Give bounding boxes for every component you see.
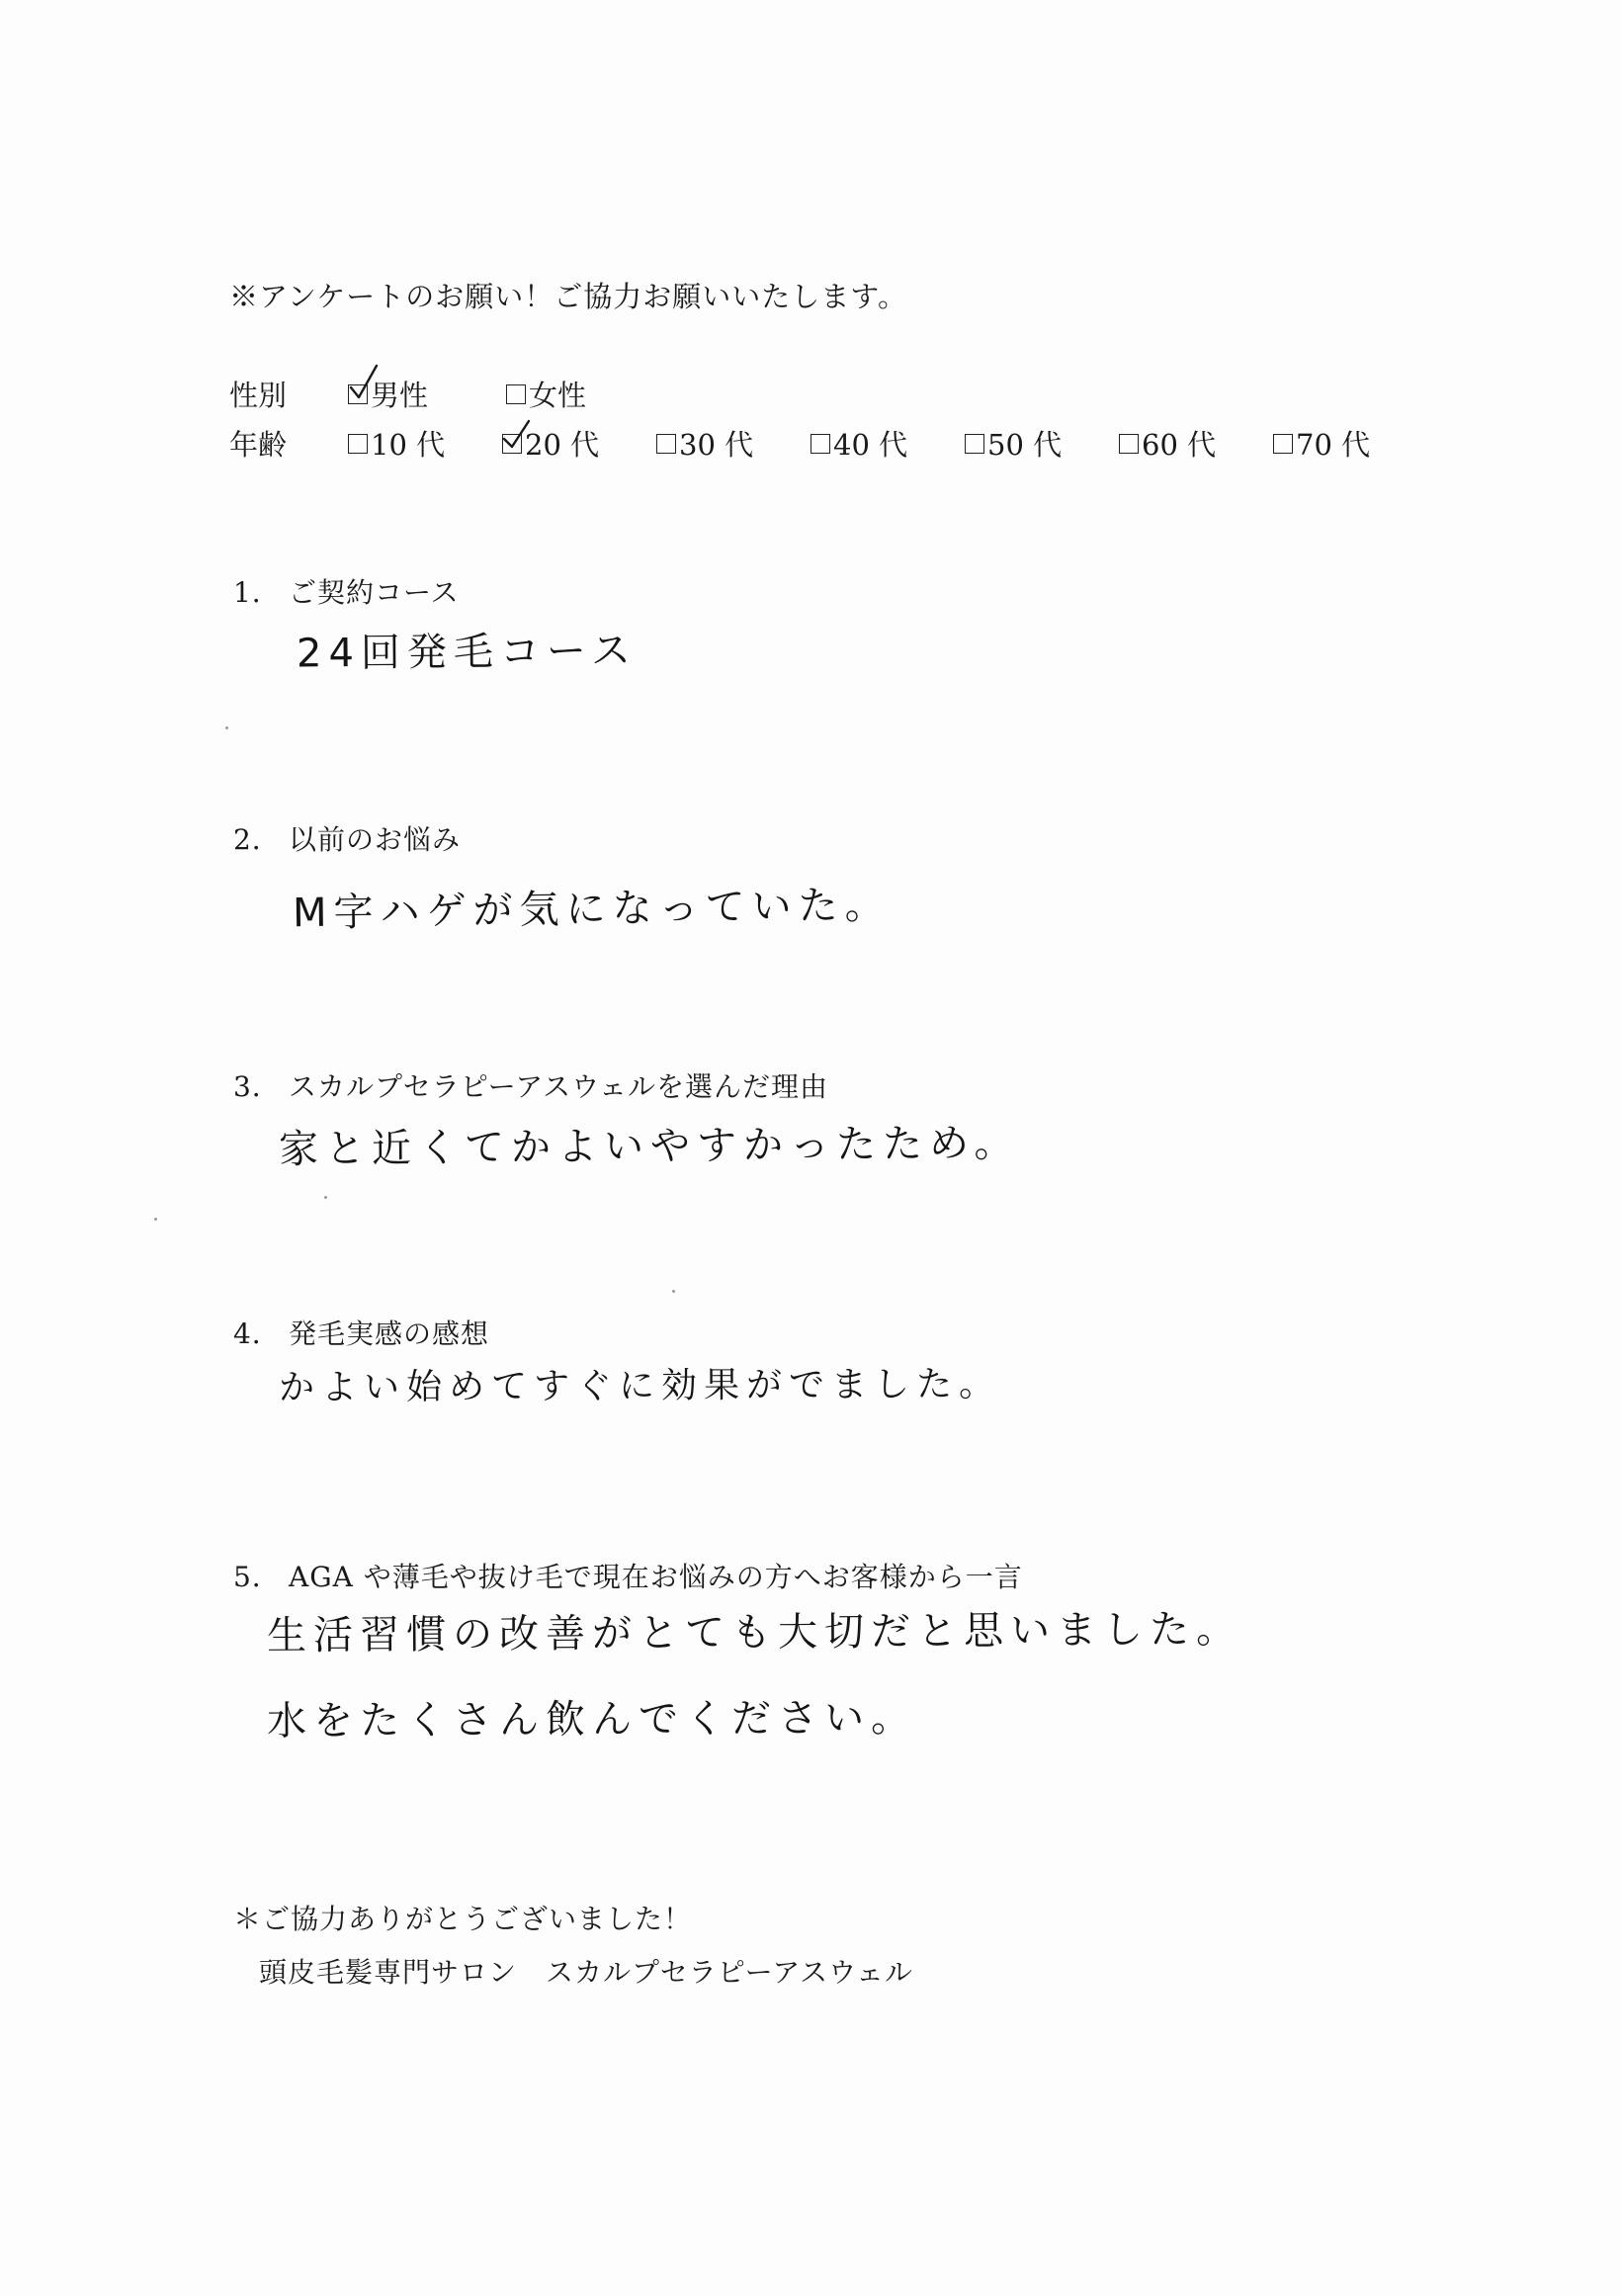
answer-1: 24回発毛コース	[296, 628, 639, 677]
checkbox-20s[interactable]	[502, 434, 522, 454]
question-text: スカルプセラピーアスウェルを選んだ理由	[289, 1070, 828, 1103]
checkbox-male[interactable]	[348, 384, 368, 404]
age-option-label: 10 代	[371, 428, 446, 462]
answer-4: かよい始めてすぐに効果がでました。	[278, 1364, 1002, 1408]
age-option-label: 70 代	[1296, 428, 1371, 462]
checkbox-50s[interactable]	[965, 434, 984, 454]
gender-option-male[interactable]	[348, 374, 428, 414]
checkbox-40s[interactable]	[810, 434, 830, 454]
age-option-40s[interactable]	[810, 423, 907, 464]
age-label: 年齢	[229, 428, 288, 462]
checkbox-60s[interactable]	[1119, 434, 1139, 454]
age-option-50s[interactable]	[965, 423, 1062, 464]
question-4	[233, 1313, 489, 1352]
age-option-label: 20 代	[525, 428, 600, 462]
age-option-60s[interactable]	[1119, 423, 1216, 464]
question-text: AGA や薄毛や抜け毛で現在お悩みの方へお客様から一言	[289, 1561, 1023, 1593]
checkbox-10s[interactable]	[348, 434, 368, 454]
checkbox-30s[interactable]	[656, 434, 676, 454]
scan-speck	[324, 1196, 327, 1199]
checkbox-70s[interactable]	[1273, 434, 1293, 454]
age-option-label: 50 代	[987, 428, 1063, 462]
question-3	[233, 1065, 828, 1105]
age-option-30s[interactable]	[656, 423, 753, 464]
age-option-label: 40 代	[833, 428, 908, 462]
scan-speck	[672, 1290, 675, 1293]
checkbox-female[interactable]	[506, 384, 526, 404]
age-option-label: 30 代	[679, 428, 754, 462]
answer-5-line-1: 生活習慣の改善がとても大切だと思いました。	[266, 1606, 1243, 1659]
question-number: 2．	[233, 823, 281, 856]
age-option-20s[interactable]	[502, 423, 599, 464]
gender-option-label: 女性	[529, 379, 587, 412]
answer-5-line-2: 水をたくさん飲んでください。	[266, 1695, 918, 1744]
question-number: 4．	[233, 1318, 281, 1350]
survey-intro: ※アンケートのお願い！ご協力お願いいたします。	[229, 280, 907, 313]
scan-speck	[154, 1218, 157, 1221]
question-text: 以前のお悩み	[289, 823, 462, 856]
question-1	[233, 571, 460, 611]
salon-name: 頭皮毛髪専門サロン スカルプセラピーアスウェル	[259, 1956, 913, 1989]
question-number: 1．	[233, 576, 281, 609]
question-number: 3．	[233, 1070, 281, 1103]
thanks-message: ＊ご協力ありがとうございました！	[233, 1903, 693, 1935]
age-option-10s[interactable]	[348, 423, 445, 464]
question-5	[233, 1556, 1023, 1595]
handwritten-check-icon	[347, 364, 381, 405]
gender-label: 性別	[229, 379, 288, 412]
handwritten-check-icon	[501, 413, 535, 455]
question-number: 5．	[233, 1561, 281, 1593]
gender-option-female[interactable]	[506, 374, 586, 414]
gender-row	[229, 374, 664, 414]
question-2	[233, 818, 461, 858]
question-text: 発毛実感の感想	[289, 1318, 490, 1350]
age-option-label: 60 代	[1142, 428, 1217, 462]
age-row	[229, 423, 1427, 464]
gender-option-label: 男性	[371, 379, 429, 412]
question-text: ご契約コース	[289, 576, 460, 609]
answer-3: 家と近くてかよいやすかったため。	[278, 1120, 1021, 1173]
age-option-70s[interactable]	[1273, 423, 1370, 464]
scan-speck	[225, 726, 228, 729]
answer-2: M字ハゲが気になっていた。	[292, 882, 892, 937]
